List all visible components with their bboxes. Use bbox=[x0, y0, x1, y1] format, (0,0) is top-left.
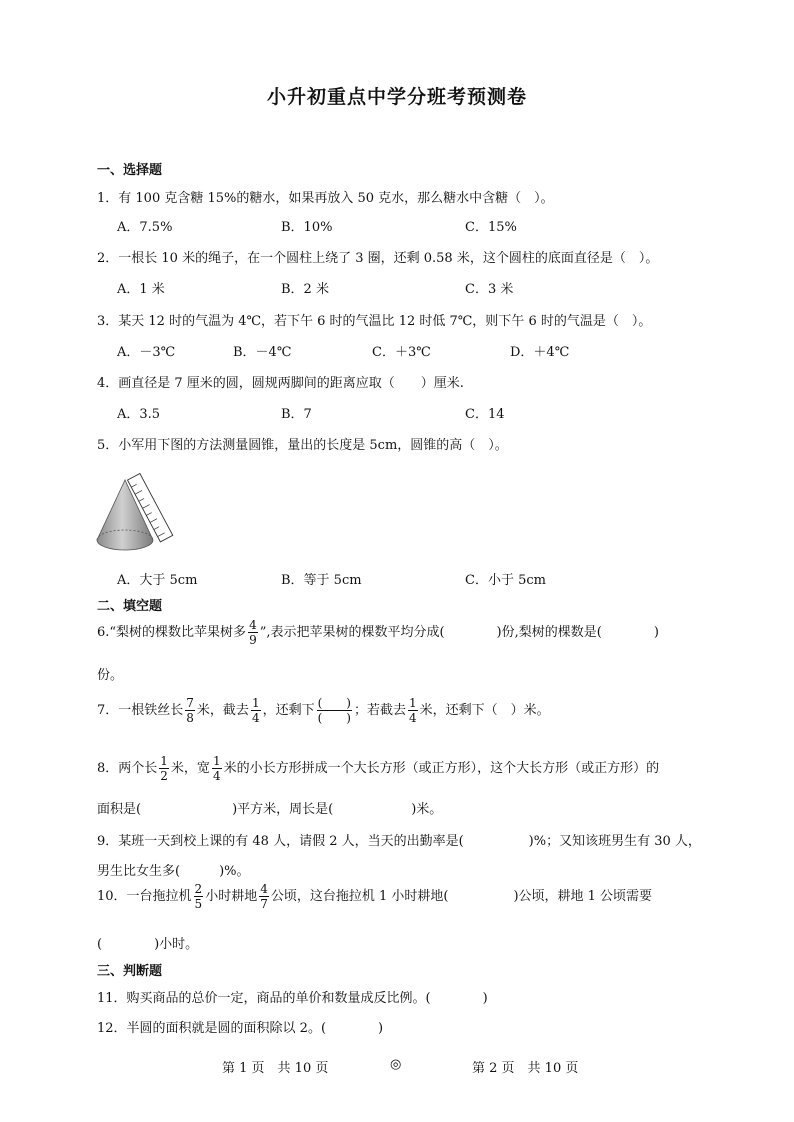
question-1: 1．有 100 克含糖 15%的糖水，如果再放入 50 克水，那么糖水中含糖（ ）。 bbox=[97, 191, 554, 206]
q6-text-3: 份。 bbox=[97, 668, 124, 683]
q7-fraction-3-denominator: 4 bbox=[408, 711, 417, 725]
q8-text-1: 8．两个长 bbox=[97, 761, 158, 776]
q8-fraction-2-numerator: 1 bbox=[212, 754, 221, 768]
q9-text-2: 男生比女生多( )%。 bbox=[97, 864, 250, 879]
q10-text-2: 小时耕地 bbox=[205, 889, 258, 904]
q2-option-c: C．3 米 bbox=[465, 282, 514, 297]
q1-option-a: A．7.5% bbox=[117, 220, 173, 235]
q7-fraction-2-numerator: 1 bbox=[251, 696, 260, 710]
q3-option-c: C．＋3℃ bbox=[372, 345, 431, 360]
q7-fraction-blank-numerator: ( ) bbox=[317, 696, 351, 710]
q7-fraction-1-denominator: 8 bbox=[186, 711, 194, 725]
q2-option-a: A．1 米 bbox=[117, 282, 165, 297]
q4-option-c: C．14 bbox=[465, 407, 505, 422]
q2-option-b: B．2 米 bbox=[281, 282, 329, 297]
q10-fraction-2-numerator: 4 bbox=[260, 882, 268, 896]
q8-text-3: 米的小长方形拼成一个大长方形（或正方形），这个大长方形（或正方形）的 bbox=[223, 761, 660, 776]
question-10 bbox=[97, 882, 652, 912]
q4-option-b: B．7 bbox=[281, 407, 312, 422]
question-11: 11．购买商品的总价一定，商品的单价和数量成反比例。( ) bbox=[97, 991, 488, 1006]
q7-fraction-2-denominator: 4 bbox=[251, 711, 260, 725]
q8-text-4: 面积是( )平方米，周长是( )米。 bbox=[97, 802, 443, 817]
question-5: 5．小军用下图的方法测量圆锥，量出的长度是 5cm，圆锥的高（ ）。 bbox=[97, 438, 508, 453]
question-4: 4．画直径是 7 厘米的圆，圆规两脚间的距离应取（ ）厘米. bbox=[97, 376, 464, 391]
q7-fraction-1 bbox=[185, 697, 195, 724]
q10-text-4: ( )小时。 bbox=[97, 937, 199, 952]
q8-fraction-1-denominator: 2 bbox=[160, 769, 168, 783]
q8-fraction-2 bbox=[212, 755, 222, 782]
q7-text-4: ；若截去 bbox=[353, 703, 406, 718]
q7-text-1: 7．一根铁丝长 bbox=[97, 703, 184, 718]
q1-option-c: C．15% bbox=[465, 220, 517, 235]
q10-fraction-1-denominator: 5 bbox=[194, 897, 203, 911]
question-8 bbox=[97, 754, 659, 784]
q8-fraction-2-denominator: 4 bbox=[212, 769, 221, 783]
q6-text-2: ”,表示把苹果树的棵数平均分成( )份,梨树的棵数是( ) bbox=[259, 625, 659, 640]
q5-option-b: B．等于 5cm bbox=[281, 573, 362, 588]
q7-text-2: 米，截去 bbox=[196, 703, 249, 718]
q7-fraction-1-numerator: 7 bbox=[186, 696, 194, 710]
footer-page-right: 第 2 页 共 10 页 bbox=[472, 1061, 579, 1076]
question-7 bbox=[97, 695, 550, 727]
q10-fraction-1 bbox=[194, 883, 204, 910]
question-12: 12．半圆的面积就是圆的面积除以 2。( ) bbox=[97, 1021, 384, 1036]
q10-text-3: 公顷，这台拖拉机 1 小时耕地( )公顷，耕地 1 公顷需要 bbox=[270, 889, 653, 904]
q7-fraction-2 bbox=[251, 697, 261, 724]
q6-text-1: 6.“梨树的棵数比苹果树多 bbox=[97, 625, 247, 640]
question-6 bbox=[97, 618, 659, 648]
q1-option-b: B．10% bbox=[281, 220, 333, 235]
q3-option-a: A．－3℃ bbox=[117, 345, 176, 360]
section-heading-fill: 二、填空题 bbox=[97, 599, 163, 614]
q8-fraction-1-numerator: 1 bbox=[160, 754, 168, 768]
q10-fraction-1-numerator: 2 bbox=[194, 882, 203, 896]
q5-option-c: C．小于 5cm bbox=[465, 573, 546, 588]
cone-ruler-figure bbox=[92, 470, 182, 555]
question-3: 3．某天 12 时的气温为 4℃，若下午 6 时的气温比 12 时低 7℃，则下午 6 时的气温是（ ）。 bbox=[97, 314, 652, 329]
q5-option-a: A．大于 5cm bbox=[117, 573, 198, 588]
q8-text-2: 米，宽 bbox=[170, 761, 210, 776]
q3-option-d: D．＋4℃ bbox=[510, 345, 570, 360]
q6-fraction-denominator: 9 bbox=[249, 633, 257, 647]
section-heading-judge: 三、判断题 bbox=[97, 964, 163, 979]
q9-text-1: 9．某班一天到校上课的有 48 人，请假 2 人，当天的出勤率是( )%；又知该班男生有 30 人， bbox=[97, 834, 701, 849]
q3-option-b: B．－4℃ bbox=[233, 345, 292, 360]
q7-fraction-3 bbox=[408, 697, 418, 724]
q10-fraction-2 bbox=[259, 883, 269, 910]
section-heading-choice: 一、选择题 bbox=[97, 163, 163, 178]
q7-fraction-blank-denominator: ( ) bbox=[317, 711, 351, 725]
q10-fraction-2-denominator: 7 bbox=[260, 897, 268, 911]
q7-text-5: 米，还剩下（ ）米。 bbox=[419, 703, 550, 718]
footer-mark: ◎ bbox=[390, 1057, 402, 1072]
q4-option-a: A．3.5 bbox=[117, 407, 161, 422]
q8-fraction-1 bbox=[159, 755, 169, 782]
q7-fraction-3-numerator: 1 bbox=[408, 696, 417, 710]
q6-fraction-numerator: 4 bbox=[249, 618, 257, 632]
page-title: 小升初重点中学分班考预测卷 bbox=[266, 86, 527, 108]
q7-fraction-blank bbox=[317, 697, 352, 724]
q7-text-3: ，还剩下 bbox=[262, 703, 315, 718]
q10-text-1: 10．一台拖拉机 bbox=[97, 889, 192, 904]
footer-page-left: 第 1 页 共 10 页 bbox=[222, 1061, 329, 1076]
q6-fraction bbox=[248, 619, 258, 646]
question-2: 2．一根长 10 米的绳子，在一个圆柱上绕了 3 圈，还剩 0.58 米，这个圆柱的底面直径是（ ）。 bbox=[97, 251, 659, 266]
